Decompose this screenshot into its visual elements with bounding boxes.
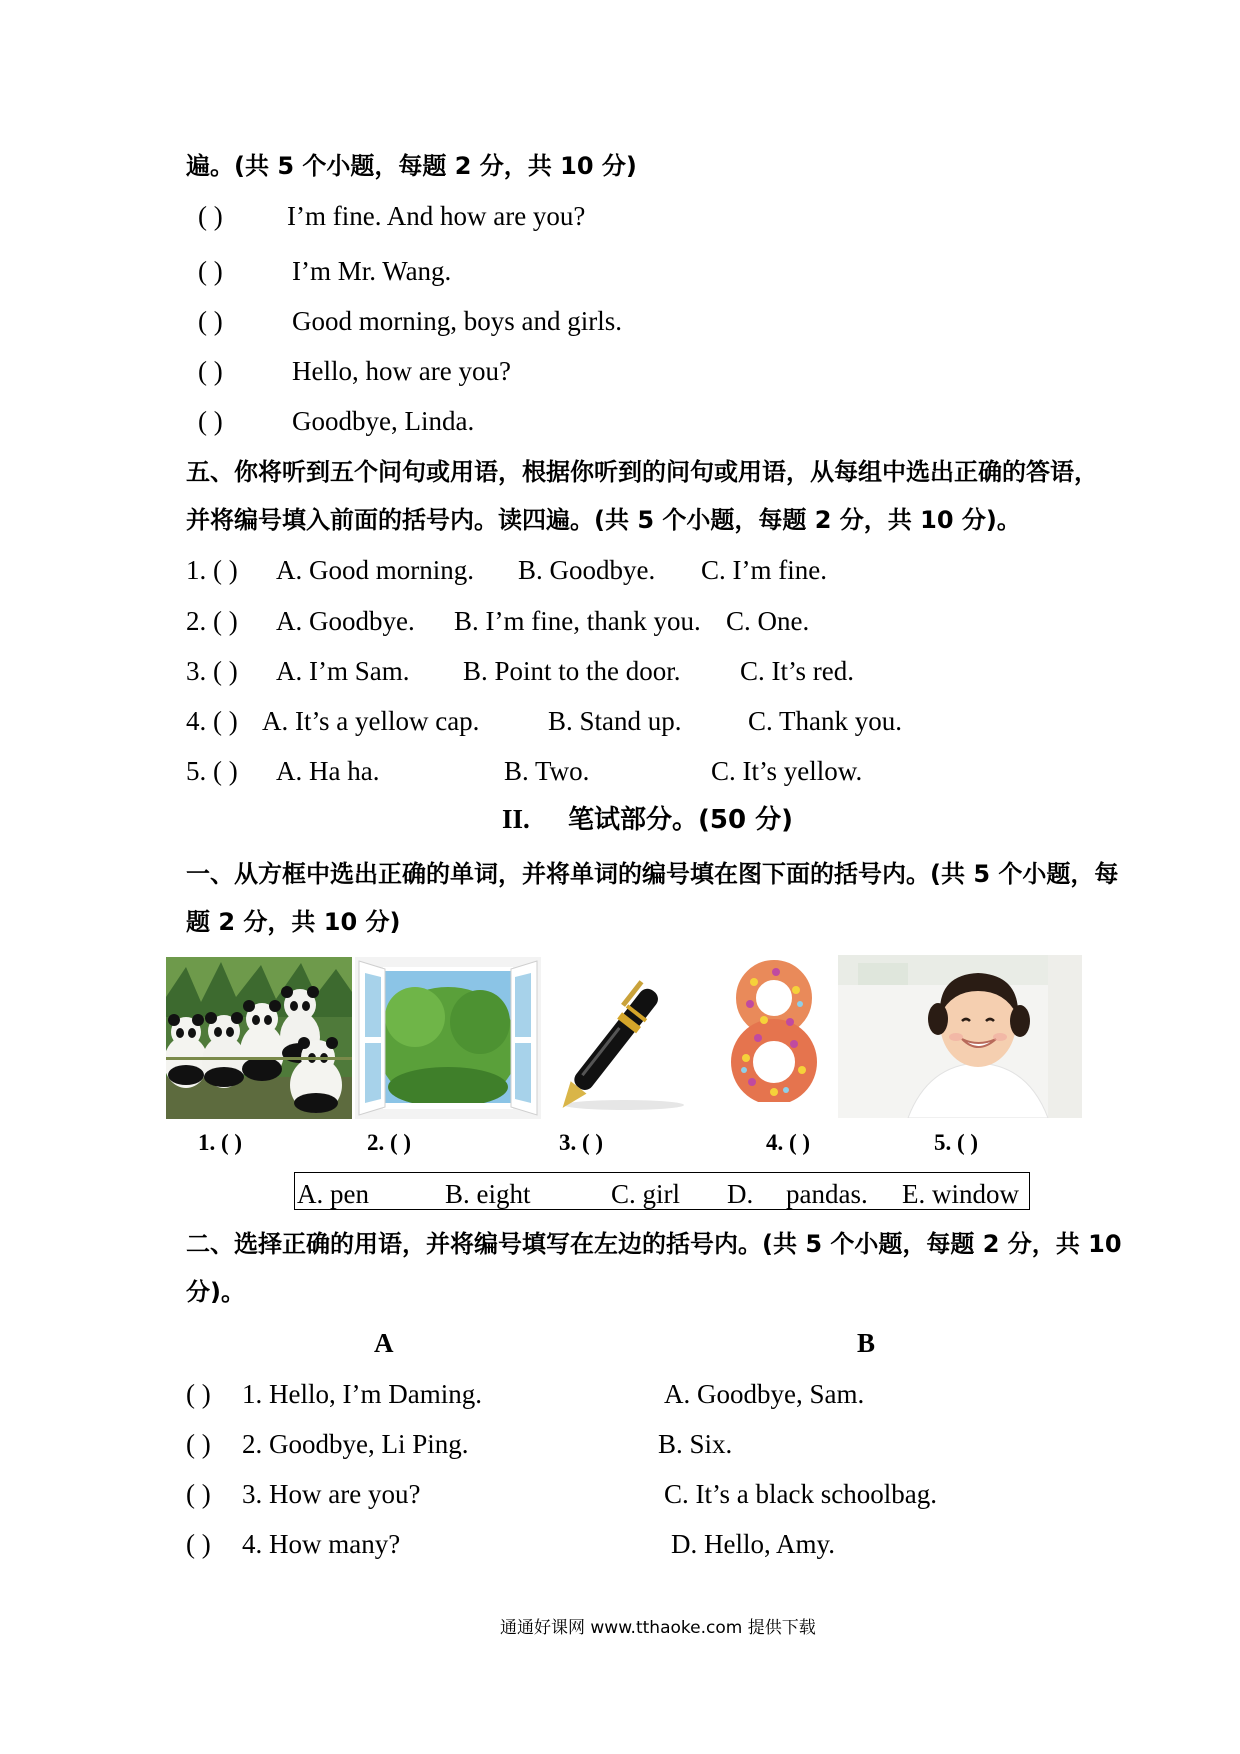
word-option-d-label: D. [727,1179,754,1209]
s4-item-5-paren: ( ) [198,406,223,436]
s4-item-1-paren: ( ) [198,201,223,231]
match-row-4-a: 4. How many? [242,1529,401,1559]
s5-item-4-num: 4. ( ) [186,706,238,736]
match-row-1-paren: ( ) [186,1379,211,1409]
match-row-4-paren: ( ) [186,1529,211,1559]
image-label-5: 5. ( ) [934,1130,979,1155]
s4-item-2-text: I’m Mr. Wang. [292,256,452,286]
s5-item-3-num: 3. ( ) [186,656,238,686]
part2-heading-text: 笔试部分。(50 分) [568,805,793,835]
match-row-3-a: 3. How are you? [242,1479,421,1509]
p2-section2-instruction-line2: 分)。 [186,1278,245,1306]
s5-item-5-c: C. It’s yellow. [711,756,863,786]
p2-section2-instruction-line1: 二、选择正确的用语，并将编号填写在左边的括号内。(共 5 个小题，每题 2 分，共 10 [186,1230,1122,1258]
word-option-d-word: pandas. [786,1179,868,1209]
match-row-2-a: 2. Goodbye, Li Ping. [242,1429,469,1459]
p2-section1-instruction-line1: 一、从方框中选出正确的单词，并将单词的编号填在图下面的括号内。(共 5 个小题，每 [186,860,1119,888]
pandas-picture [166,957,352,1119]
s5-item-2-a: A. Goodbye. [276,606,415,636]
section5-instruction-line2: 并将编号填入前面的括号内。读四遍。(共 5 个小题，每题 2 分，共 10 分)。 [186,506,1021,534]
page-footer: 通通好课网 www.tthaoke.com 提供下载 [500,1618,816,1638]
s5-item-3-a: A. I’m Sam. [276,656,410,686]
s5-item-2-num: 2. ( ) [186,606,238,636]
s5-item-2-b: B. I’m fine, thank you. [454,606,701,636]
s4-item-3-text: Good morning, boys and girls. [292,306,622,336]
match-row-1-a: 1. Hello, I’m Daming. [242,1379,482,1409]
s4-item-4-text: Hello, how are you? [292,356,511,386]
word-option-a: A. pen [297,1179,369,1209]
word-option-c: C. girl [611,1179,681,1209]
image-label-3: 3. ( ) [559,1130,604,1155]
match-row-2-b: B. Six. [658,1429,733,1459]
window-picture [355,957,541,1119]
match-row-2-paren: ( ) [186,1429,211,1459]
s5-item-1-c: C. I’m fine. [701,555,827,585]
s5-item-4-c: C. Thank you. [748,706,902,736]
column-b-header: B [857,1328,876,1358]
s4-item-1-text: I’m fine. And how are you? [287,201,586,231]
s5-item-4-a: A. It’s a yellow cap. [262,706,480,736]
s4-item-5-text: Goodbye, Linda. [292,406,475,436]
s5-item-5-num: 5. ( ) [186,756,238,786]
match-row-3-b: C. It’s a black schoolbag. [664,1479,937,1509]
flower-eight-picture [724,960,824,1102]
word-option-b: B. eight [445,1179,531,1209]
pen-picture [546,955,690,1119]
match-row-4-b: D. Hello, Amy. [671,1529,835,1559]
match-row-1-b: A. Goodbye, Sam. [664,1379,865,1409]
image-label-2: 2. ( ) [367,1130,412,1155]
section4-instruction-tail: 遍。(共 5 个小题，每题 2 分，共 10 分) [186,152,637,180]
s5-item-2-c: C. One. [726,606,810,636]
section5-instruction-line1: 五、你将听到五个问句或用语，根据你听到的问句或用语，从每组中选出正确的答语， [186,458,1098,486]
s5-item-4-b: B. Stand up. [548,706,682,736]
s4-item-4-paren: ( ) [198,356,223,386]
image-label-1: 1. ( ) [198,1130,243,1155]
match-row-3-paren: ( ) [186,1479,211,1509]
s5-item-1-b: B. Goodbye. [518,555,656,585]
column-a-header: A [374,1328,394,1358]
s5-item-3-b: B. Point to the door. [463,656,681,686]
part2-heading-num: II. [502,804,530,834]
word-box [294,1172,1030,1210]
p2-section1-instruction-line2: 题 2 分，共 10 分) [186,908,401,936]
s5-item-1-num: 1. ( ) [186,555,238,585]
image-label-4: 4. ( ) [766,1130,811,1155]
s4-item-2-paren: ( ) [198,256,223,286]
s5-item-5-b: B. Two. [504,756,590,786]
s5-item-1-a: A. Good morning. [276,555,474,585]
s5-item-3-c: C. It’s red. [740,656,854,686]
girl-picture [838,955,1082,1118]
s5-item-5-a: A. Ha ha. [276,756,380,786]
word-option-e: E. window [902,1179,1019,1209]
s4-item-3-paren: ( ) [198,306,223,336]
